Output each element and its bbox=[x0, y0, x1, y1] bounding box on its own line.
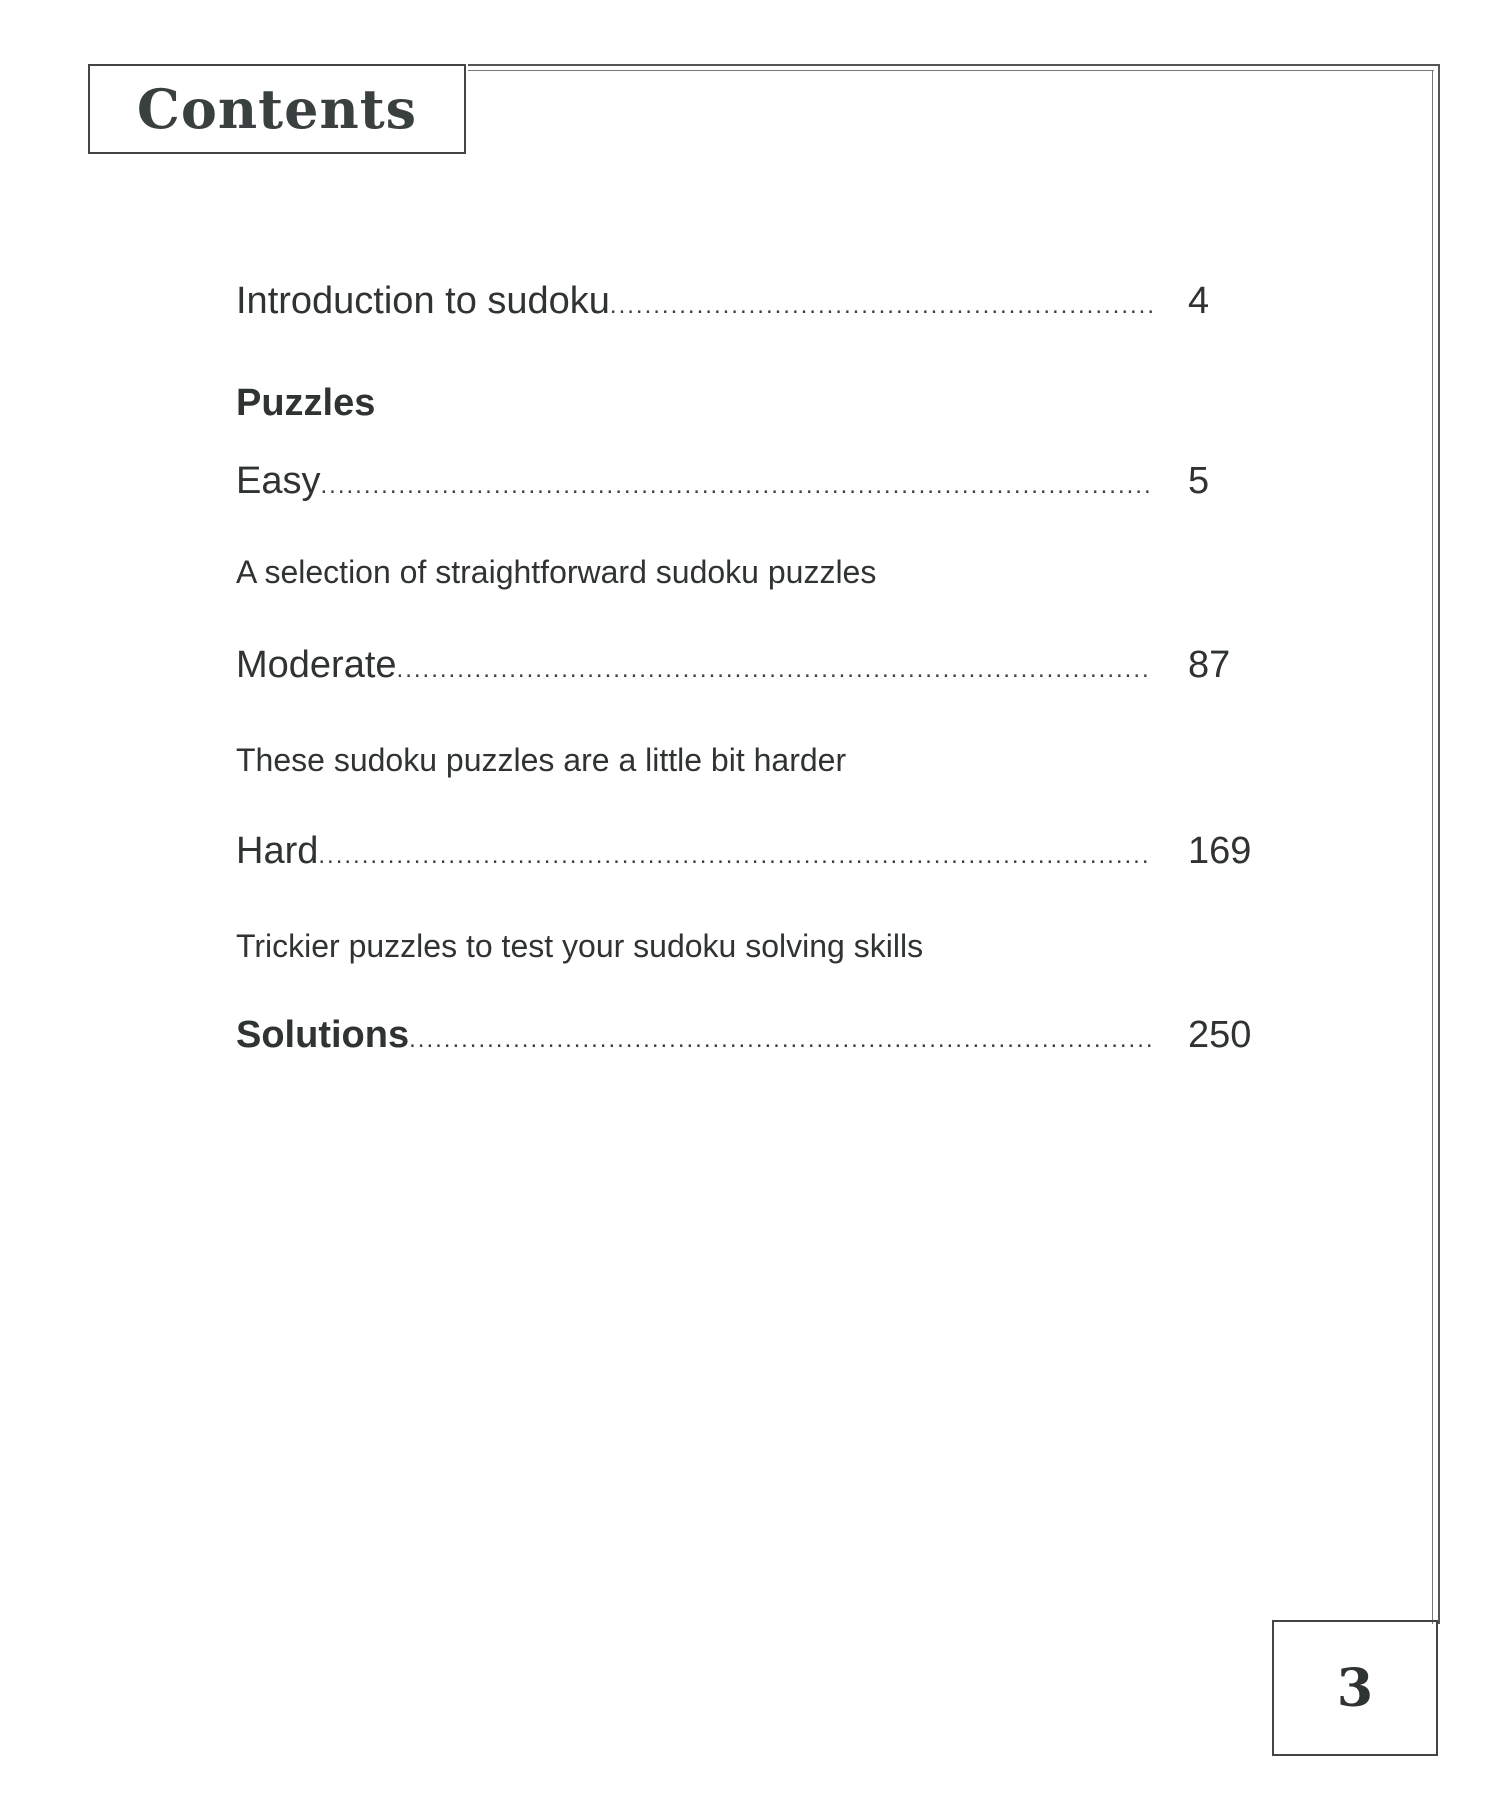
page-number-box bbox=[1272, 1620, 1438, 1756]
easy-description: A selection of straightforward sudoku puzzles bbox=[236, 554, 877, 590]
toc-entry-page: 87 bbox=[1188, 644, 1231, 686]
toc-entry-easy[interactable] bbox=[236, 460, 1266, 503]
page-title: Contents bbox=[136, 77, 418, 141]
frame-right-border bbox=[1438, 64, 1440, 1624]
toc-entry-label: Moderate bbox=[236, 644, 397, 686]
dot-leader bbox=[318, 842, 1152, 870]
page-number: 3 bbox=[1336, 1657, 1374, 1719]
toc-entry-moderate[interactable] bbox=[236, 644, 1266, 687]
toc-entry-page: 4 bbox=[1188, 280, 1210, 322]
toc-entry-label: Introduction to sudoku bbox=[236, 280, 610, 322]
section-heading-puzzles: Puzzles bbox=[236, 382, 376, 424]
toc-entry-solutions[interactable] bbox=[236, 1014, 1266, 1057]
toc-entry-page: 250 bbox=[1188, 1014, 1252, 1056]
dot-leader bbox=[397, 656, 1152, 684]
toc-entry-page: 169 bbox=[1188, 830, 1252, 872]
toc-entry-page: 5 bbox=[1188, 460, 1210, 502]
toc-entry-label: Easy bbox=[236, 460, 321, 502]
toc-entry-label: Hard bbox=[236, 830, 319, 872]
dot-leader bbox=[320, 472, 1152, 500]
hard-description: Trickier puzzles to test your sudoku solving skills bbox=[236, 928, 924, 964]
frame-right-inner-border bbox=[1432, 70, 1433, 1624]
dot-leader bbox=[610, 292, 1152, 320]
title-box bbox=[88, 64, 466, 154]
frame-top-border bbox=[468, 64, 1440, 66]
dot-leader bbox=[409, 1026, 1152, 1054]
toc-entry-introduction[interactable] bbox=[236, 280, 1266, 323]
frame-top-inner-border bbox=[468, 70, 1434, 71]
toc-entry-hard[interactable] bbox=[236, 830, 1266, 873]
toc-entry-label: Solutions bbox=[236, 1014, 410, 1056]
moderate-description: These sudoku puzzles are a little bit harder bbox=[236, 742, 847, 778]
